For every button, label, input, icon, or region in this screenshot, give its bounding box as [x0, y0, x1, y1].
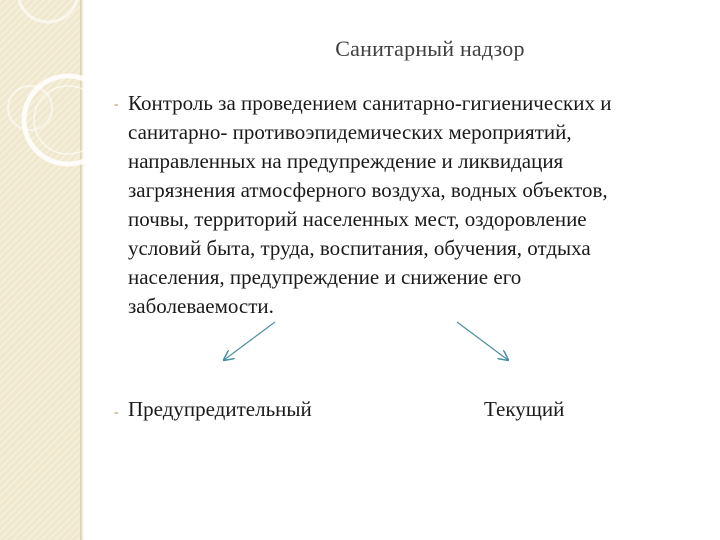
- paragraph-line: загрязнения атмосферного воздуха, водных объектов,: [128, 178, 608, 202]
- bullet-marker: -: [114, 404, 119, 419]
- branch-current-label: Текущий: [484, 397, 565, 421]
- paragraph-line: направленных на предупреждение и ликвидация: [128, 149, 564, 173]
- arrow-right: [457, 322, 508, 360]
- paragraph-line: санитарно- противоэпидемических мероприятий,: [128, 120, 572, 144]
- paragraph-line: населения, предупреждение и снижение его: [128, 265, 522, 289]
- arrow-left: [224, 322, 275, 360]
- branch-preventive-label: Предупредительный: [128, 397, 312, 421]
- slide-title: Санитарный надзор: [335, 36, 525, 61]
- paragraph-line: Контроль за проведением санитарно-гигиенических и: [128, 91, 612, 115]
- paragraph-line: почвы, территорий населенных мест, оздоровление: [128, 207, 587, 231]
- bullet-marker: -: [114, 96, 119, 111]
- paragraph-line: условий быта, труда, воспитания, обучения, отдыха: [128, 236, 591, 260]
- paragraph-line: заболеваемости.: [128, 294, 274, 318]
